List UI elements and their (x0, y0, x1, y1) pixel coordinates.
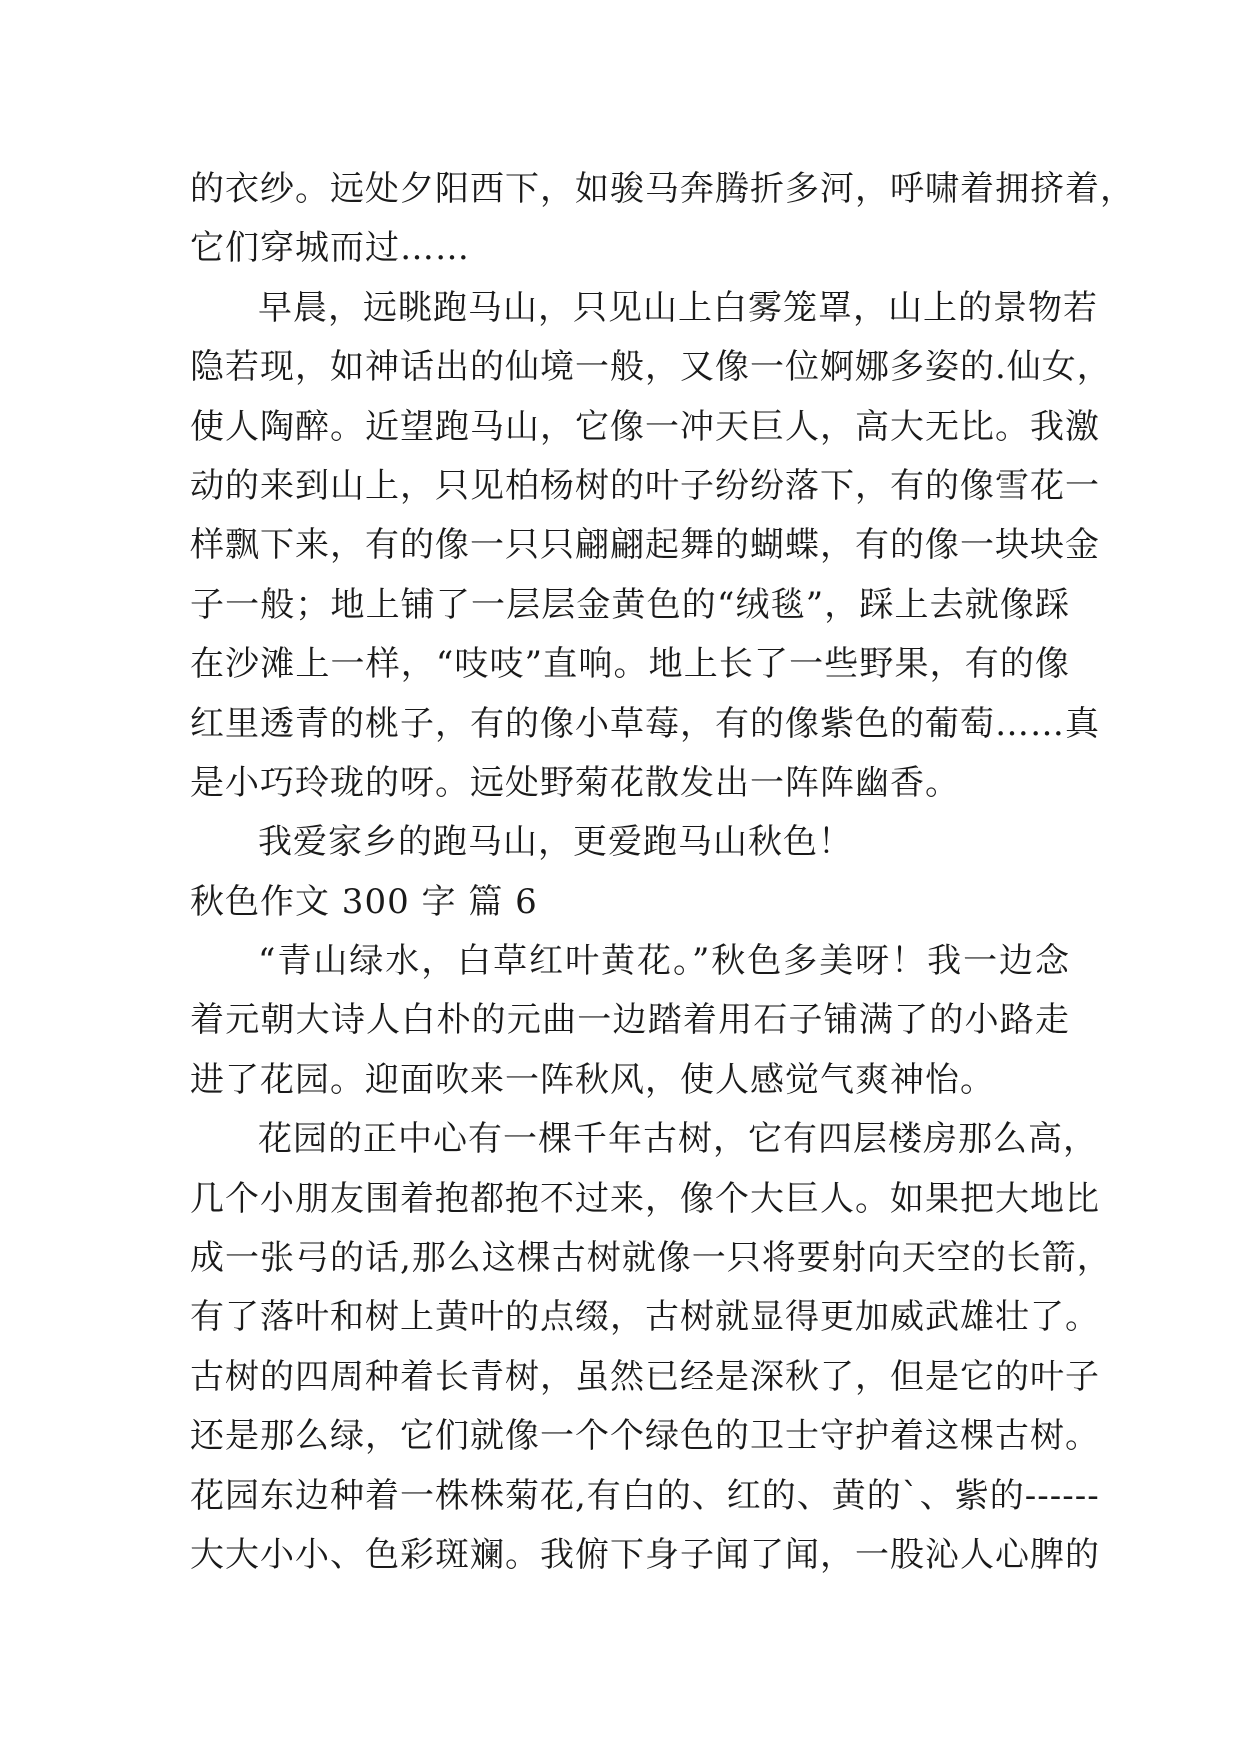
text-line: 样飘下来，有的像一只只翩翩起舞的蝴蝶，有的像一块块金 (190, 525, 1100, 566)
text-line: 花园东边种着一株株菊花,有白的、红的、黄的`、紫的------ (190, 1475, 1100, 1516)
paragraph-first-line: 早晨，远眺跑马山，只见山上白雾笼罩，山上的景物若 (258, 287, 1098, 328)
text-line: 它们穿城而过…… (190, 228, 470, 269)
text-line: 隐若现，如神话出的仙境一般，又像一位婀娜多姿的.仙女， (190, 347, 1112, 388)
text-line: 使人陶醉。近望跑马山，它像一冲天巨人，高大无比。我激 (190, 406, 1100, 447)
document-body (190, 160, 1135, 1585)
section-heading: 秋色作文 300 字 篇 6 (190, 881, 538, 922)
text-line: 是小巧玲珑的呀。远处野菊花散发出一阵阵幽香。 (190, 762, 960, 803)
text-line: 古树的四周种着长青树，虽然已经是深秋了，但是它的叶子 (190, 1356, 1100, 1397)
paragraph-first-line: “青山绿水，白草红叶黄花。”秋色多美呀！我一边念 (258, 941, 1070, 982)
text-line: 进了花园。迎面吹来一阵秋风，使人感觉气爽神怡。 (190, 1059, 995, 1100)
text-line: 子一般；地上铺了一层层金黄色的“绒毯”，踩上去就像踩 (190, 584, 1070, 625)
paragraph-first-line: 我爱家乡的跑马山，更爱跑马山秋色！ (258, 822, 853, 863)
text-line: 有了落叶和树上黄叶的点缀，古树就显得更加威武雄壮了。 (190, 1297, 1100, 1338)
text-line: 红里透青的桃子，有的像小草莓，有的像紫色的葡萄……真 (190, 703, 1100, 744)
text-line: 在沙滩上一样，“吱吱”直响。地上长了一些野果，有的像 (190, 644, 1070, 685)
text-line: 大大小小、色彩斑斓。我俯下身子闻了闻，一股沁人心脾的 (190, 1534, 1100, 1575)
text-line: 的衣纱。远处夕阳西下，如骏马奔腾折多河，呼啸着拥挤着， (190, 169, 1135, 209)
text-line: 动的来到山上，只见柏杨树的叶子纷纷落下，有的像雪花一 (190, 465, 1100, 506)
text-line: 还是那么绿，它们就像一个个绿色的卫士守护着这棵古树。 (190, 1416, 1100, 1457)
text-line: 成一张弓的话,那么这棵古树就像一只将要射向天空的长箭， (190, 1238, 1112, 1279)
text-line: 几个小朋友围着抱都抱不过来，像个大巨人。如果把大地比 (190, 1178, 1100, 1219)
text-line: 着元朝大诗人白朴的元曲一边踏着用石子铺满了的小路走 (190, 1000, 1070, 1041)
paragraph-first-line: 花园的正中心有一棵千年古树，它有四层楼房那么高， (258, 1119, 1098, 1160)
